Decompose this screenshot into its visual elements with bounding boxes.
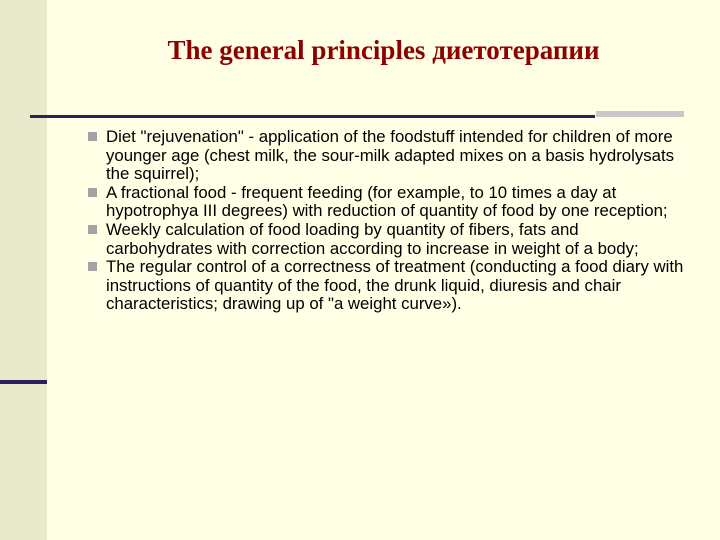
list-item [86,258,686,314]
square-bullet-icon [88,188,97,197]
bullet-text: Weekly calculation of food loading by quantity of fibers, fats and carbohydrates with correction according to increase in weight of a body; [106,219,639,258]
bullet-text: The regular control of a correctness of treatment (conducting a food diary with instructions of quantity of the food, the drunk liquid, diuresis and chair characteristics; drawing up of "a weight curve»). [106,257,684,314]
title-divider-accent [596,111,684,117]
list-item [86,221,686,258]
left-decorative-strip [0,0,47,540]
left-accent-bar [0,380,47,384]
slide-title: The general principles диетотерапии [167,35,600,66]
square-bullet-icon [88,262,97,271]
list-item [86,184,686,221]
square-bullet-icon [88,132,97,141]
title-divider [30,115,595,118]
bullet-list [86,128,686,314]
square-bullet-icon [88,225,97,234]
list-item [86,128,686,184]
bullet-text: A fractional food - frequent feeding (for example, to 10 times a day at hypotrophya III degrees) with reduction of quantity of food by one reception; [106,182,668,221]
bullet-text: Diet "rejuvenation" - application of the foodstuff intended for children of more younger age (chest milk, the sour-milk adapted mixes on a basis hydrolysats the squirrel); [106,127,675,184]
